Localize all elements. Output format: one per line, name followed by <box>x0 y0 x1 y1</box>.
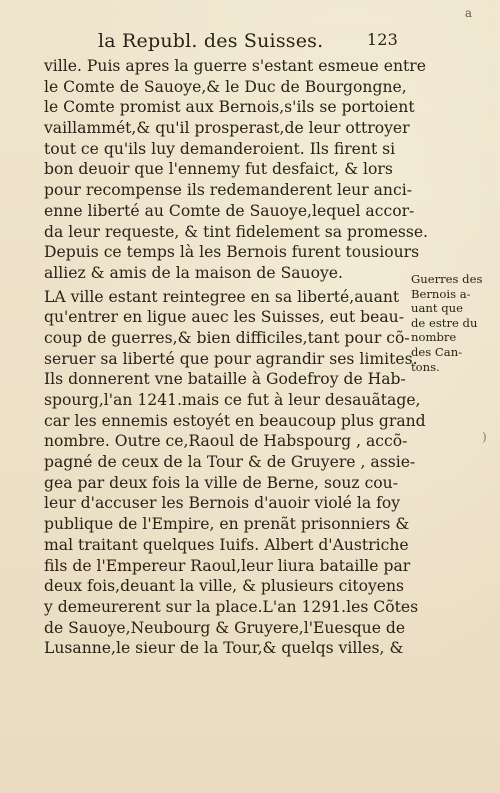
margin-note-line: nombre <box>411 330 457 345</box>
text-line: y demeurerent sur la place.L'an 1291.les Cõtes <box>44 597 419 616</box>
text-line: da leur requeste, & tint fidelement sa promesse. <box>44 222 429 241</box>
text-line: le Comte promist aux Bernois,s'ils se portoient <box>44 98 415 117</box>
margin-note-line: Bernois a- <box>411 286 471 301</box>
text-line: LA ville estant reintegree en sa liberté,auant <box>44 287 400 306</box>
text-line: bon deuoir que l'ennemy fut desfaict, & lors <box>44 160 393 179</box>
text-line: pagné de ceux de la Tour & de Gruyere , assie- <box>44 453 416 472</box>
margin-note-line: de estre du <box>411 315 478 330</box>
text-line: enne liberté au Comte de Sauoye,lequel accor- <box>44 201 415 220</box>
text-line: coup de guerres,& bien difficiles,tant pour cõ- <box>44 328 410 347</box>
text-line: tout ce qu'ils luy demanderoient. Ils firent si <box>44 139 396 158</box>
text-line: gea par deux fois la ville de Berne, souz cou- <box>44 473 398 492</box>
text-line: de Sauoye,Neubourg & Gruyere,l'Euesque de <box>44 618 406 637</box>
text-line: spourg,l'an 1241.mais ce fut à leur desauãtage, <box>44 391 421 409</box>
margin-note-line: uant que <box>411 301 463 316</box>
text-line: ville. Puis apres la guerre s'estant esmeue entre <box>44 57 426 75</box>
text-line: leur d'accuser les Bernois d'auoir violé la foy <box>44 494 401 513</box>
text-line: nombre. Outre ce,Raoul de Habspourg , accõ- <box>44 432 408 451</box>
paragraph-1 <box>44 56 429 284</box>
text-line: publique de l'Empire, en prenãt prisonniers & <box>44 515 410 534</box>
text-line: pour recompense ils redemanderent leur anci- <box>44 181 412 200</box>
text-line: fils de l'Empereur Raoul,leur liura bataille par <box>44 556 411 575</box>
margin-note-line: Guerres des <box>411 272 483 286</box>
margin-note-line: des Can- <box>411 344 463 359</box>
text-line: qu'entrer en ligue auec les Suisses, eut beau- <box>44 308 404 327</box>
text-line: le Comte de Sauoye,& le Duc de Bourgongne, <box>44 77 407 96</box>
page-number: 123 <box>366 30 398 49</box>
running-title: la Republ. des Suisses. <box>98 30 324 52</box>
text-line: seruer sa liberté que pour agrandir ses limites. <box>44 349 418 368</box>
text-line: mal traitant quelques Iuifs. Albert d'Austriche <box>44 535 409 554</box>
text-line: alliez & amis de la maison de Sauoye. <box>44 263 343 282</box>
text-line: Lusanne,le sieur de la Tour,& quelqs villes, & <box>44 639 404 658</box>
corner-mark: a <box>464 6 472 20</box>
margin-note <box>411 272 499 374</box>
stray-mark: ) <box>482 430 487 444</box>
text-line: Ils donnerent vne bataille à Godefroy de Hab- <box>44 370 406 389</box>
text-line: deux fois,deuant la ville, & plusieurs citoyens <box>44 577 405 596</box>
page-header <box>98 30 398 54</box>
margin-note-line: tons. <box>411 359 440 374</box>
text-line: vaillammét,& qu'il prosperast,de leur ottroyer <box>44 119 410 138</box>
text-line: car les ennemis estoyét en beaucoup plus grand <box>44 411 426 430</box>
text-line: Depuis ce temps là les Bernois furent tousiours <box>44 243 420 262</box>
